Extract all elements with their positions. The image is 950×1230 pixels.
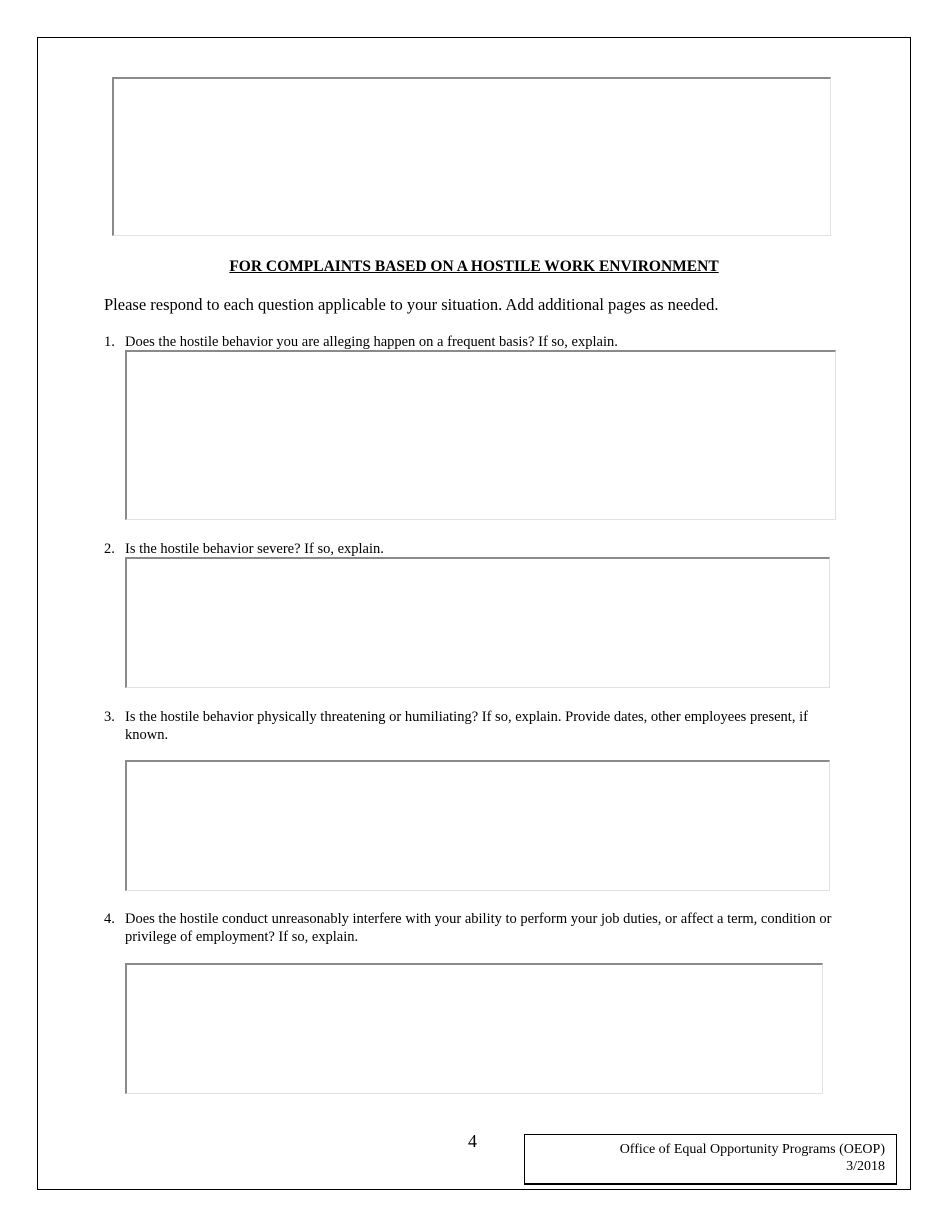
footer-box (524, 1134, 897, 1185)
question-text-line-1: Is the hostile behavior physically threatening or humiliating? If so, explain. Provide dates, other employees present, if (125, 709, 808, 725)
question-number: 1. (104, 334, 115, 350)
footer-office: Office of Equal Opportunity Programs (OEOP) (619, 1142, 885, 1157)
question-3-response-field[interactable] (125, 760, 830, 891)
question-number: 2. (104, 541, 115, 557)
footer-date: 3/2018 (846, 1159, 885, 1174)
previous-response-field[interactable] (112, 77, 831, 236)
section-heading: FOR COMPLAINTS BASED ON A HOSTILE WORK ENVIRONMENT (229, 258, 719, 275)
question-1 (104, 333, 884, 351)
question-1-response-field[interactable] (125, 350, 836, 520)
question-text: Is the hostile behavior severe? If so, explain. (125, 541, 384, 557)
question-2 (104, 540, 884, 558)
question-number: 3. (104, 709, 115, 725)
page-number: 4 (468, 1131, 477, 1151)
question-number: 4. (104, 911, 115, 927)
question-2-response-field[interactable] (125, 557, 830, 688)
question-text-line-2: privilege of employment? If so, explain. (125, 929, 359, 945)
question-text: Does the hostile behavior you are alleging happen on a frequent basis? If so, explain. (125, 334, 618, 350)
instructions-text: Please respond to each question applicable to your situation. Add additional pages as needed. (104, 295, 719, 314)
question-text-line-2: known. (125, 727, 169, 743)
question-4 (104, 910, 894, 946)
question-text-line-1: Does the hostile conduct unreasonably interfere with your ability to perform your job duties, or affect a term, condition or (125, 911, 832, 927)
question-4-response-field[interactable] (125, 963, 823, 1094)
question-3 (104, 708, 894, 744)
